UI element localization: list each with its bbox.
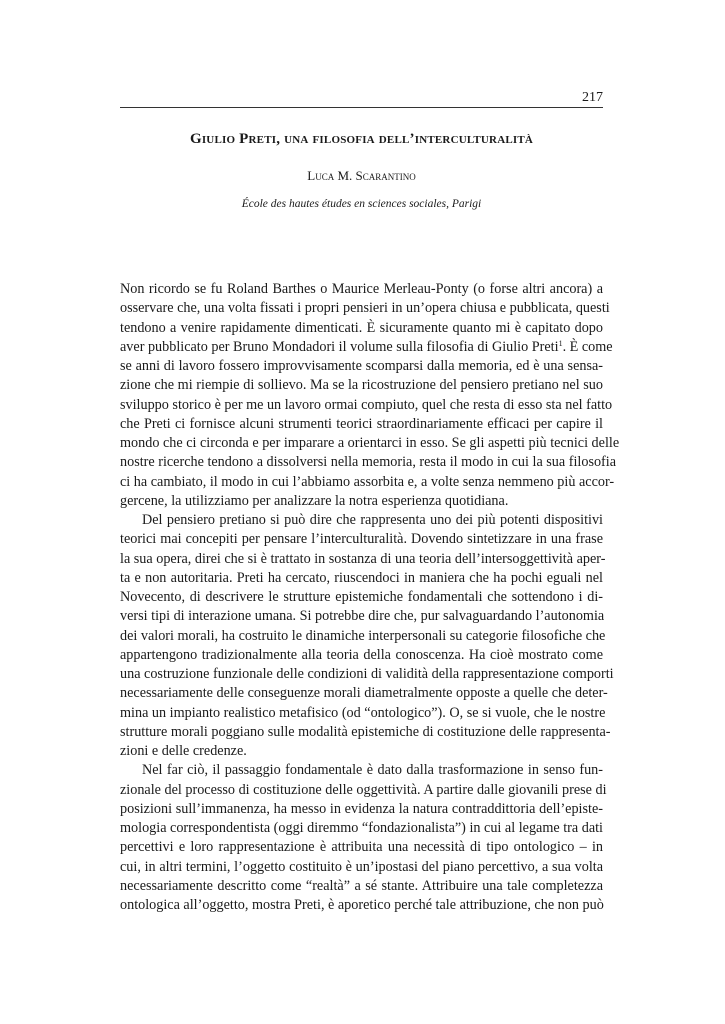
text-line: mina un impianto realistico metafisico (od “ontologico”). O, se si vuole, che le nostre <box>120 704 606 721</box>
text-line: gercene, la utilizziamo per analizzare la notra esperienza quotidiana. <box>120 492 509 509</box>
text-line: necessariamente delle conseguenze morali diametralmente opposte a quelle che deter- <box>120 685 608 702</box>
article-title: Giulio Preti, una filosofia dell’interculturalità <box>189 131 534 147</box>
text-line-with-footnote <box>120 338 613 357</box>
text-line: ci ha cambiato, il modo in cui l’abbiamo assorbita e, a volte senza nemmeno più accor- <box>120 473 615 490</box>
text-line: dei valori morali, ha costruito le dinamiche interpersonali su categorie filosofiche che <box>120 627 606 644</box>
text-line: zione che mi riempie di sollievo. Ma se la ricostruzione del pensiero pretiano nel suo <box>120 377 603 394</box>
text-line: zionale del processo di costituzione delle oggettività. A partire dalle giovanili prese di <box>120 781 607 798</box>
text-line: la sua opera, direi che si è trattato in sostanza di una teoria dell’intersoggettività aper- <box>120 550 606 567</box>
text-line: mondo che ci circonda e per imparare a orientarci in esso. Se gli aspetti più tecnici delle <box>120 435 620 451</box>
text-line: versi tipi di interazione umana. Si potrebbe dire che, pur salvaguardando l’autonomia <box>120 608 605 625</box>
page-number: 217 <box>582 90 603 105</box>
text-fragment: aver pubblicato per Bruno Mondadori il volume sulla filosofia di Giulio Preti <box>120 338 559 355</box>
text-line: osservare che, una volta fissati i propri pensieri in un’opera chiusa e pubblicata, questi <box>120 300 610 317</box>
text-line: Novecento, di descrivere le strutture epistemiche fondamentali che sottendono i di- <box>120 589 603 605</box>
text-line: sviluppo storico è per me un lavoro ormai compiuto, quel che resta di esso sta nel fatto <box>120 396 613 413</box>
paragraph-2 <box>120 511 614 761</box>
text-line: Non ricordo se fu Roland Barthes o Maurice Merleau-Ponty (o forse altri ancora) a <box>120 281 603 297</box>
text-line: strutture morali poggiano sulle modalità epistemiche di costituzione delle rappresenta- <box>120 723 611 740</box>
article-author: Luca M. Scarantino <box>307 168 416 183</box>
text-line: teorici mai concepiti per pensare l’interculturalità. Dovendo sintetizzare in una frase <box>120 531 603 548</box>
header-rule <box>120 107 603 108</box>
text-line: percettivi e loro rappresentazione è attribuita una necessità di tipo ontologico – in <box>120 839 603 856</box>
footnote-marker[interactable]: 1 <box>558 338 563 348</box>
paragraph-1 <box>120 280 620 511</box>
article-body <box>120 280 620 915</box>
text-line: ta e non autoritaria. Preti ha cercato, riuscendoci in maniera che ha pochi eguali nel <box>120 569 603 586</box>
text-line: se anni di lavoro fossero improvvisamente scomparsi dalla memoria, ed è una sensa- <box>120 358 603 374</box>
text-line: mologia correspondentista (oggi diremmo “fondazionalista”) in cui al legame tra dati <box>120 820 603 836</box>
text-line: Del pensiero pretiano si può dire che rappresenta uno dei più potenti dispositivi <box>142 512 603 528</box>
text-line: zioni e delle credenze. <box>120 743 247 759</box>
paragraph-3 <box>120 761 607 915</box>
text-line: Nel far ciò, il passaggio fondamentale è dato dalla trasformazione in senso fun- <box>142 762 603 779</box>
text-line: ontologica all’oggetto, mostra Preti, è aporetico perché tale attribuzione, che non può <box>120 897 604 913</box>
text-fragment: . È come <box>562 338 613 355</box>
text-line: nostre ricerche tendono a dissolversi nella memoria, resta il modo in cui la sua filosofia <box>120 454 617 471</box>
text-line: che Preti ci fornisce alcuni strumenti teorici straordinariamente efficaci per capire il <box>120 415 603 432</box>
text-line: appartengono tradizionalmente alla teoria della conoscenza. Ha cioè mostrato come <box>120 646 603 663</box>
text-line: posizioni sull’immanenza, ha messo in evidenza la natura contraddittoria dell’episte- <box>120 800 603 817</box>
text-line: necessariamente descritto come “realtà” a sé stante. Attribuire una tale completezza <box>120 877 603 894</box>
text-line: una costruzione funzionale delle condizioni di validità della rappresentazione comporti <box>120 666 614 682</box>
article-affiliation: École des hautes études en sciences sociales, Parigi <box>241 198 482 210</box>
text-line: tendono a venire rapidamente dimenticati. È sicuramente quanto mi è capitato dopo <box>120 319 603 336</box>
text-line: cui, in altri termini, l’oggetto costituito è un’ipostasi del piano percettivo, a sua volta <box>120 858 603 875</box>
